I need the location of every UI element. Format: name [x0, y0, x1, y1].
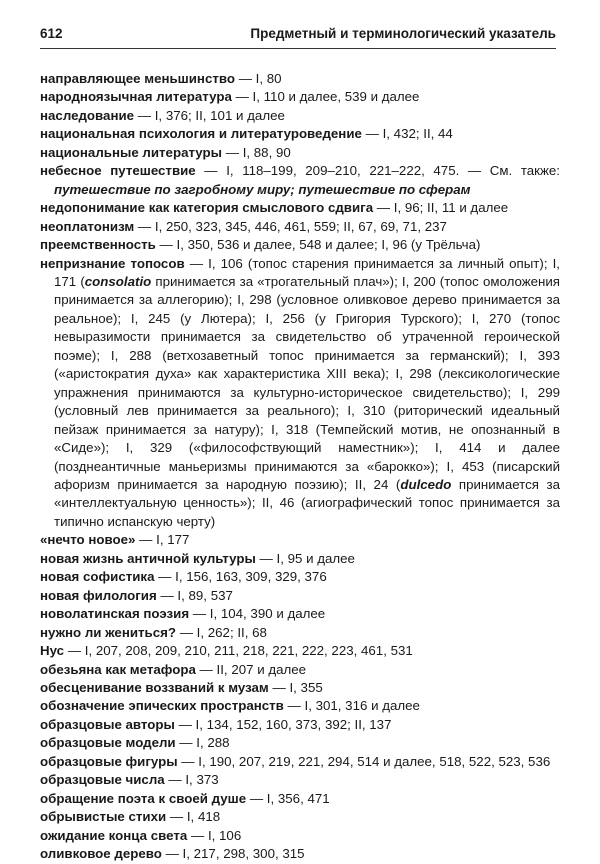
index-entry	[40, 587, 560, 605]
entry-references-tail: принимается за «трогательный плач»); I, 200 (топос омоложения принимается за аллегорию); I, 298 (условное оливковое дерево принимается за реальное); I, 245 (у Лютера); I, 256 (у Григория Турского); I, 270 (топос невыразимости принимается за свидетельство об утраченной героической поэме); I, 288 (ветхозаветный топос принимается за германский); I, 393 («аристократия духа» как характеристика XIII века); I, 298 (лексикологические упражнения принимаются за культурно-историческое свидетельство); I, 299 (условный лев принимается за реального); I, 310 (риторический идеальный пейзаж принимается за натуру); I, 318 (Темпейский мотив, не опознанный в «Сиде»); I, 329 («философствующий наместник»); I, 414 и далее (позднеантичные маньеризмы принимаются за «барокко»); I, 453 (писарский афоризм принимается за народную поэзию); II, 24 (	[54, 273, 560, 492]
entry-references: — I, 350, 536 и далее, 548 и далее; I, 96 (у Трёльча)	[155, 237, 481, 253]
index-entry	[40, 107, 560, 125]
entry-references: — I, 106	[187, 827, 242, 843]
index-entry	[40, 808, 560, 826]
entry-references: — I, 217, 298, 300, 315	[161, 846, 305, 862]
index-entry	[40, 661, 560, 679]
index-entry	[40, 531, 560, 549]
index-entry	[40, 88, 560, 106]
entry-term: преемственность	[40, 237, 156, 253]
page-number: 612	[40, 26, 63, 41]
entry-term: обесценивание воззваний к музам	[40, 679, 269, 695]
index-entry	[40, 716, 560, 734]
entry-references: — I, 376; II, 101 и далее	[134, 107, 285, 123]
index-entry	[40, 255, 560, 532]
entry-references: — I, 96; II, 11 и далее	[373, 200, 509, 216]
index-entry	[40, 144, 560, 162]
entry-references: — I, 106 (топос старения принимается за личный опыт); I, 171 (	[54, 255, 561, 289]
entry-references: — I, 418	[166, 809, 221, 825]
entry-term: образцовые модели	[40, 735, 176, 751]
entry-term: ожидание конца света	[40, 827, 188, 843]
entry-references: — I, 355	[268, 679, 323, 695]
index-entry	[40, 550, 560, 568]
page-header	[40, 20, 556, 49]
entry-term: направляющее меньшинство	[40, 71, 235, 86]
entry-references: — I, 134, 152, 160, 373, 392; II, 137	[174, 716, 392, 732]
entry-term: образцовые фигуры	[40, 753, 178, 769]
entry-references: — I, 89, 537	[156, 587, 233, 603]
running-title: Предметный и терминологический указатель	[250, 26, 556, 41]
entry-references: — II, 207 и далее	[195, 661, 307, 677]
entry-references: — I, 207, 208, 209, 210, 211, 218, 221, 222, 223, 461, 531	[64, 643, 413, 659]
entry-term: оливковое дерево	[40, 846, 162, 862]
index-entry	[40, 236, 560, 254]
entry-term: небесное путешествие	[40, 163, 196, 179]
entry-references: — I, 110 и далее, 539 и далее	[231, 89, 420, 105]
entry-references: — I, 356, 471	[246, 790, 330, 806]
entry-references: — I, 262; II, 68	[176, 624, 267, 640]
index-entry	[40, 162, 560, 199]
entry-term: обрывистые стихи	[40, 809, 167, 825]
entry-term: народноязычная литература	[40, 89, 232, 105]
index-entry	[40, 218, 560, 236]
entry-term: образцовые числа	[40, 772, 165, 788]
entry-references: — I, 156, 163, 309, 329, 376	[154, 569, 327, 585]
entry-term: новая жизнь античной культуры	[40, 550, 256, 566]
index-entry	[40, 734, 560, 752]
entry-references: — I, 250, 323, 345, 446, 461, 559; II, 67, 69, 71, 237	[134, 218, 447, 234]
entry-term: нужно ли жениться?	[40, 624, 176, 640]
entry-term: национальная психология и литературоведение	[40, 126, 362, 142]
entry-term: неоплатонизм	[40, 218, 135, 234]
entry-italic-text: consolatio	[84, 273, 152, 289]
entry-references: — I, 373	[164, 772, 219, 788]
index-entry	[40, 753, 560, 771]
entry-term: недопонимание как категория смыслового сдвига	[40, 200, 374, 216]
entry-term: «нечто новое»	[40, 532, 136, 548]
entry-references: — I, 177	[135, 532, 190, 548]
entry-term: образцовые авторы	[40, 716, 175, 732]
entry-term: обозначение эпических пространств	[40, 698, 284, 714]
entry-term: новая софистика	[40, 569, 155, 585]
entry-references-tail: принимается за «интеллектуальную ценность»); II, 46 (агиографический топос принимается за типично испанскую черту)	[54, 476, 560, 529]
index-entry	[40, 697, 560, 715]
entry-term: новая филология	[40, 587, 157, 603]
entry-term: обезьяна как метафора	[40, 661, 196, 677]
index-entry	[40, 845, 560, 863]
index-entry	[40, 125, 560, 143]
index-entry	[40, 771, 560, 789]
index-entry	[40, 679, 560, 697]
index-entry	[40, 70, 560, 88]
entry-references: — I, 301, 316 и далее	[283, 698, 420, 714]
entry-references: — I, 80	[235, 71, 282, 86]
index-entry	[40, 624, 560, 642]
entry-references: — I, 88, 90	[222, 144, 291, 160]
index-entry	[40, 642, 560, 660]
index-entry	[40, 199, 560, 217]
entry-term: наследование	[40, 107, 135, 123]
entry-references: — I, 118–199, 209–210, 221–222, 475. — См. также:	[195, 163, 560, 179]
index-entry	[40, 605, 560, 623]
entry-term: новолатинская поэзия	[40, 606, 190, 622]
entry-references: — I, 288	[175, 735, 230, 751]
entry-references: — I, 190, 207, 219, 221, 294, 514 и далее, 518, 522, 523, 536	[177, 753, 551, 769]
index-entry	[40, 790, 560, 808]
index-entry	[40, 827, 560, 845]
entry-term: национальные литературы	[40, 144, 223, 160]
index-entries	[40, 70, 560, 863]
entry-term: обращение поэта к своей душе	[40, 790, 247, 806]
entry-references: — I, 432; II, 44	[361, 126, 453, 142]
entry-italic-text: путешествие по загробному миру; путешествие по сферам	[54, 181, 471, 197]
entry-term: непризнание топосов	[40, 255, 185, 271]
entry-references: — I, 95 и далее	[255, 550, 355, 566]
index-entry	[40, 568, 560, 586]
entry-references: — I, 104, 390 и далее	[189, 606, 326, 622]
entry-italic-text: dulcedo	[400, 476, 452, 492]
entry-term: Нус	[40, 643, 65, 659]
